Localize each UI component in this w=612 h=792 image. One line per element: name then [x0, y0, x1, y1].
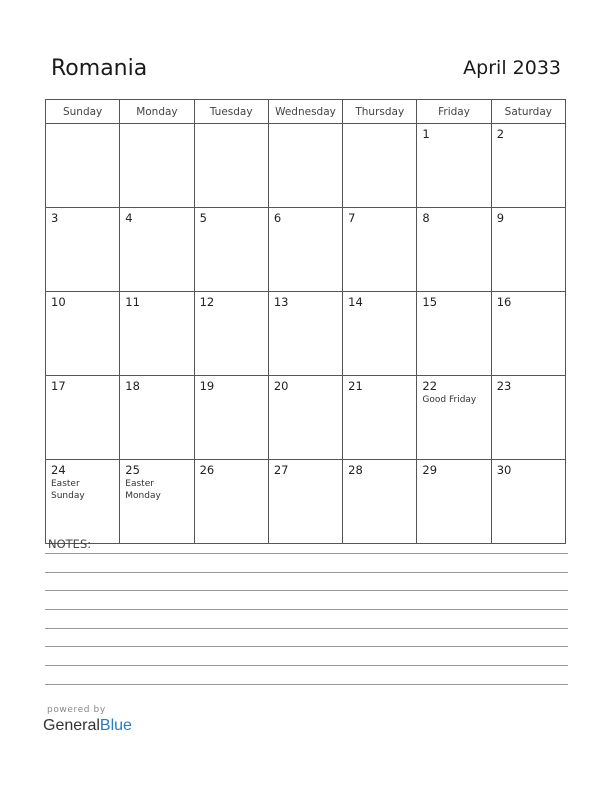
- day-number: 18: [125, 379, 140, 393]
- weekday-monday: Monday: [120, 100, 194, 124]
- day-cell: [268, 124, 342, 208]
- day-cell: [120, 292, 194, 376]
- notes-line: [45, 665, 568, 666]
- day-cell: [491, 124, 565, 208]
- notes-line: [45, 553, 568, 554]
- day-number: 25: [125, 463, 140, 477]
- month-title: April 2033: [463, 57, 561, 79]
- day-cell: [343, 292, 417, 376]
- day-number: 27: [273, 463, 289, 477]
- notes-label: NOTES:: [48, 537, 92, 551]
- weekday-tuesday: Tuesday: [194, 100, 268, 124]
- holiday-label: Easter Monday: [125, 479, 161, 501]
- notes-line: [45, 609, 568, 610]
- day-number: 7: [348, 211, 356, 225]
- day-cell: [343, 376, 417, 460]
- day-cell: [268, 376, 342, 460]
- weekday-thursday: Thursday: [343, 100, 417, 124]
- day-number: 17: [51, 379, 66, 393]
- day-cell: [46, 460, 120, 544]
- day-cell: [491, 292, 565, 376]
- day-number: 14: [348, 295, 363, 309]
- day-cell: [417, 376, 491, 460]
- day-number: 11: [125, 295, 140, 309]
- day-cell: [417, 124, 491, 208]
- week-row: [46, 376, 566, 460]
- day-number: 21: [348, 379, 363, 393]
- day-cell: [343, 124, 417, 208]
- day-number: 29: [422, 463, 438, 477]
- day-cell: [417, 208, 491, 292]
- day-number: 20: [273, 379, 289, 393]
- day-number: 1: [422, 127, 430, 141]
- day-cell: [120, 124, 194, 208]
- day-number: 24: [51, 463, 66, 477]
- brand-blue: Blue: [99, 717, 132, 734]
- day-cell: [491, 460, 565, 544]
- weekday-saturday: Saturday: [491, 100, 565, 124]
- day-number: 4: [125, 211, 133, 225]
- day-cell: [120, 208, 194, 292]
- weekday-wednesday: Wednesday: [268, 100, 342, 124]
- notes-line: [45, 572, 568, 573]
- day-cell: [343, 208, 417, 292]
- day-number: 12: [199, 295, 215, 309]
- day-number: 28: [348, 463, 363, 477]
- brand-general: General: [43, 717, 100, 734]
- notes-line: [45, 646, 568, 647]
- holiday-label: Good Friday: [422, 395, 477, 405]
- day-number: 3: [51, 211, 59, 225]
- day-cell: [417, 460, 491, 544]
- day-cell: [46, 292, 120, 376]
- day-cell: [46, 124, 120, 208]
- day-number: 16: [496, 295, 512, 309]
- weekday-sunday: Sunday: [46, 100, 120, 124]
- day-cell: [120, 376, 194, 460]
- day-number: 6: [273, 211, 282, 225]
- day-number: 26: [199, 463, 215, 477]
- week-row: [46, 208, 566, 292]
- day-cell: [46, 208, 120, 292]
- day-cell: [194, 460, 268, 544]
- day-cell: [194, 124, 268, 208]
- day-cell: [194, 376, 268, 460]
- day-number: 5: [199, 211, 207, 225]
- generalblue-logo[interactable]: [43, 717, 132, 735]
- notes-line: [45, 590, 568, 591]
- weekday-friday: Friday: [417, 100, 491, 124]
- day-number: 23: [496, 379, 512, 393]
- day-number: 22: [422, 379, 438, 393]
- day-number: 19: [199, 379, 215, 393]
- day-cell: [268, 208, 342, 292]
- day-cell: [268, 460, 342, 544]
- calendar-grid: [45, 99, 566, 544]
- day-cell: [417, 292, 491, 376]
- day-cell: [491, 208, 565, 292]
- day-number: 9: [496, 211, 505, 225]
- notes-line: [45, 628, 568, 629]
- week-row: [46, 124, 566, 208]
- country-title: Romania: [51, 56, 148, 81]
- day-number: 2: [496, 127, 505, 141]
- day-number: 13: [273, 295, 289, 309]
- day-cell: [343, 460, 417, 544]
- day-cell: [194, 208, 268, 292]
- holiday-label: Easter Sunday: [51, 479, 85, 501]
- day-number: 8: [422, 211, 430, 225]
- day-number: 30: [496, 463, 512, 477]
- weekday-header-row: [46, 100, 566, 124]
- week-row: [46, 292, 566, 376]
- notes-line: [45, 684, 568, 685]
- day-number: 15: [422, 295, 438, 309]
- day-cell: [491, 376, 565, 460]
- day-cell: [46, 376, 120, 460]
- week-row: [46, 460, 566, 544]
- day-number: 10: [51, 295, 66, 309]
- day-cell: [268, 292, 342, 376]
- day-cell: [194, 292, 268, 376]
- day-cell: [120, 460, 194, 544]
- powered-by-text: powered by: [47, 705, 106, 715]
